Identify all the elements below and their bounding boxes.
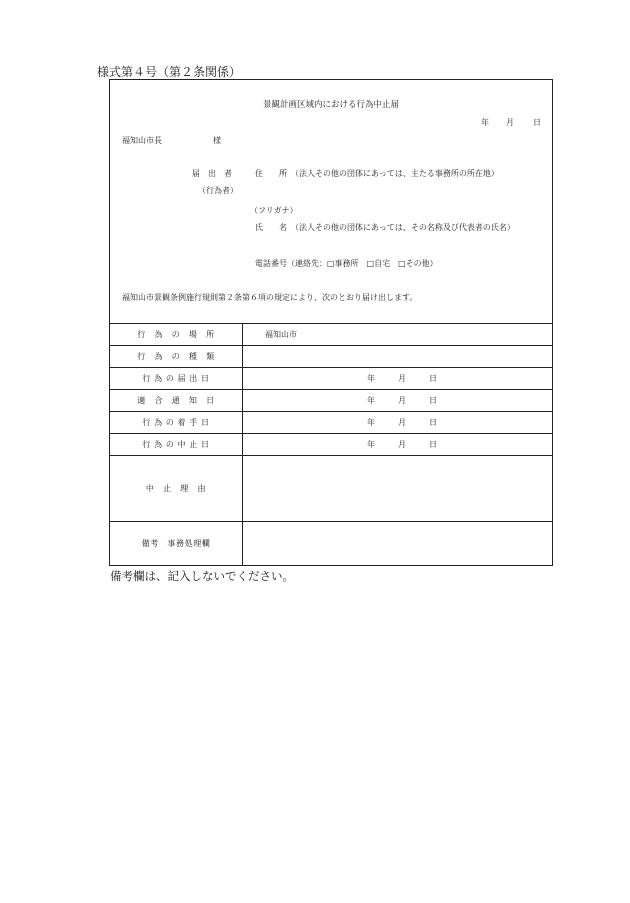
day-unit: 日 bbox=[429, 374, 437, 383]
stop-date-value[interactable] bbox=[243, 434, 553, 456]
year-unit: 年 bbox=[367, 396, 375, 405]
conformity-date-label: 適 合 通 知 日 bbox=[110, 390, 243, 412]
statement-text: 福知山市景観条例施行規則第２条第６項の規定により、次のとおり届け出します。 bbox=[122, 293, 418, 302]
year-unit: 年 bbox=[367, 374, 375, 383]
remarks-label: 備考 事務処理欄 bbox=[110, 522, 243, 566]
form-number: 様式第４号（第２条関係） bbox=[97, 65, 242, 79]
reason-label: 中 止 理 由 bbox=[110, 456, 243, 522]
name-label: 氏 名 bbox=[255, 223, 287, 232]
notification-form bbox=[109, 79, 553, 566]
form-title: 景観計画区域内における行為中止届 bbox=[262, 100, 399, 110]
place-label: 行 為 の 場 所 bbox=[110, 324, 243, 346]
table-row bbox=[110, 390, 552, 412]
conformity-date-value[interactable] bbox=[243, 390, 553, 412]
address-note: （法人その他の団体にあっては、主たる事務所の所在地） bbox=[291, 169, 499, 178]
table-row bbox=[110, 324, 552, 346]
month-unit: 月 bbox=[398, 440, 406, 449]
start-date-value[interactable] bbox=[243, 412, 553, 434]
filed-date-label: 行 為 の 届 出 日 bbox=[110, 368, 243, 390]
remarks-value bbox=[243, 522, 553, 566]
actor-sublabel: （行為者） bbox=[198, 186, 238, 195]
month-unit: 月 bbox=[398, 418, 406, 427]
table-row bbox=[110, 456, 552, 522]
address-label: 住 所 bbox=[255, 169, 287, 178]
table-row bbox=[110, 346, 552, 368]
name-note: （法人その他の団体にあっては、その名称及び代表者の氏名） bbox=[291, 223, 515, 232]
date-day-label: 日 bbox=[533, 118, 541, 127]
year-unit: 年 bbox=[367, 440, 375, 449]
kind-value[interactable] bbox=[243, 346, 553, 368]
place-value[interactable]: 福知山市 bbox=[243, 324, 553, 346]
day-unit: 日 bbox=[429, 396, 437, 405]
day-unit: 日 bbox=[429, 440, 437, 449]
date-year-label: 年 bbox=[481, 118, 489, 127]
reason-value[interactable] bbox=[243, 456, 553, 522]
month-unit: 月 bbox=[398, 396, 406, 405]
addressee-honorific: 様 bbox=[213, 136, 221, 145]
furigana-label: （フリガナ） bbox=[250, 206, 298, 215]
table-row bbox=[110, 368, 552, 390]
filed-date-value[interactable] bbox=[243, 368, 553, 390]
kind-label: 行 為 の 種 類 bbox=[110, 346, 243, 368]
phone-line: 電話番号（連絡先：□事務所 □自宅 □その他） bbox=[255, 259, 438, 268]
details-table bbox=[110, 323, 552, 565]
applicant-label: 届 出 者 bbox=[192, 169, 232, 178]
table-row bbox=[110, 522, 552, 566]
table-row bbox=[110, 412, 552, 434]
table-row bbox=[110, 434, 552, 456]
footer-note: 備考欄は、記入しないでください。 bbox=[110, 569, 294, 583]
year-unit: 年 bbox=[367, 418, 375, 427]
stop-date-label: 行 為 の 中 止 日 bbox=[110, 434, 243, 456]
month-unit: 月 bbox=[398, 374, 406, 383]
start-date-label: 行 為 の 着 手 日 bbox=[110, 412, 243, 434]
day-unit: 日 bbox=[429, 418, 437, 427]
date-month-label: 月 bbox=[506, 118, 514, 127]
addressee-name: 福知山市長 bbox=[122, 136, 162, 145]
